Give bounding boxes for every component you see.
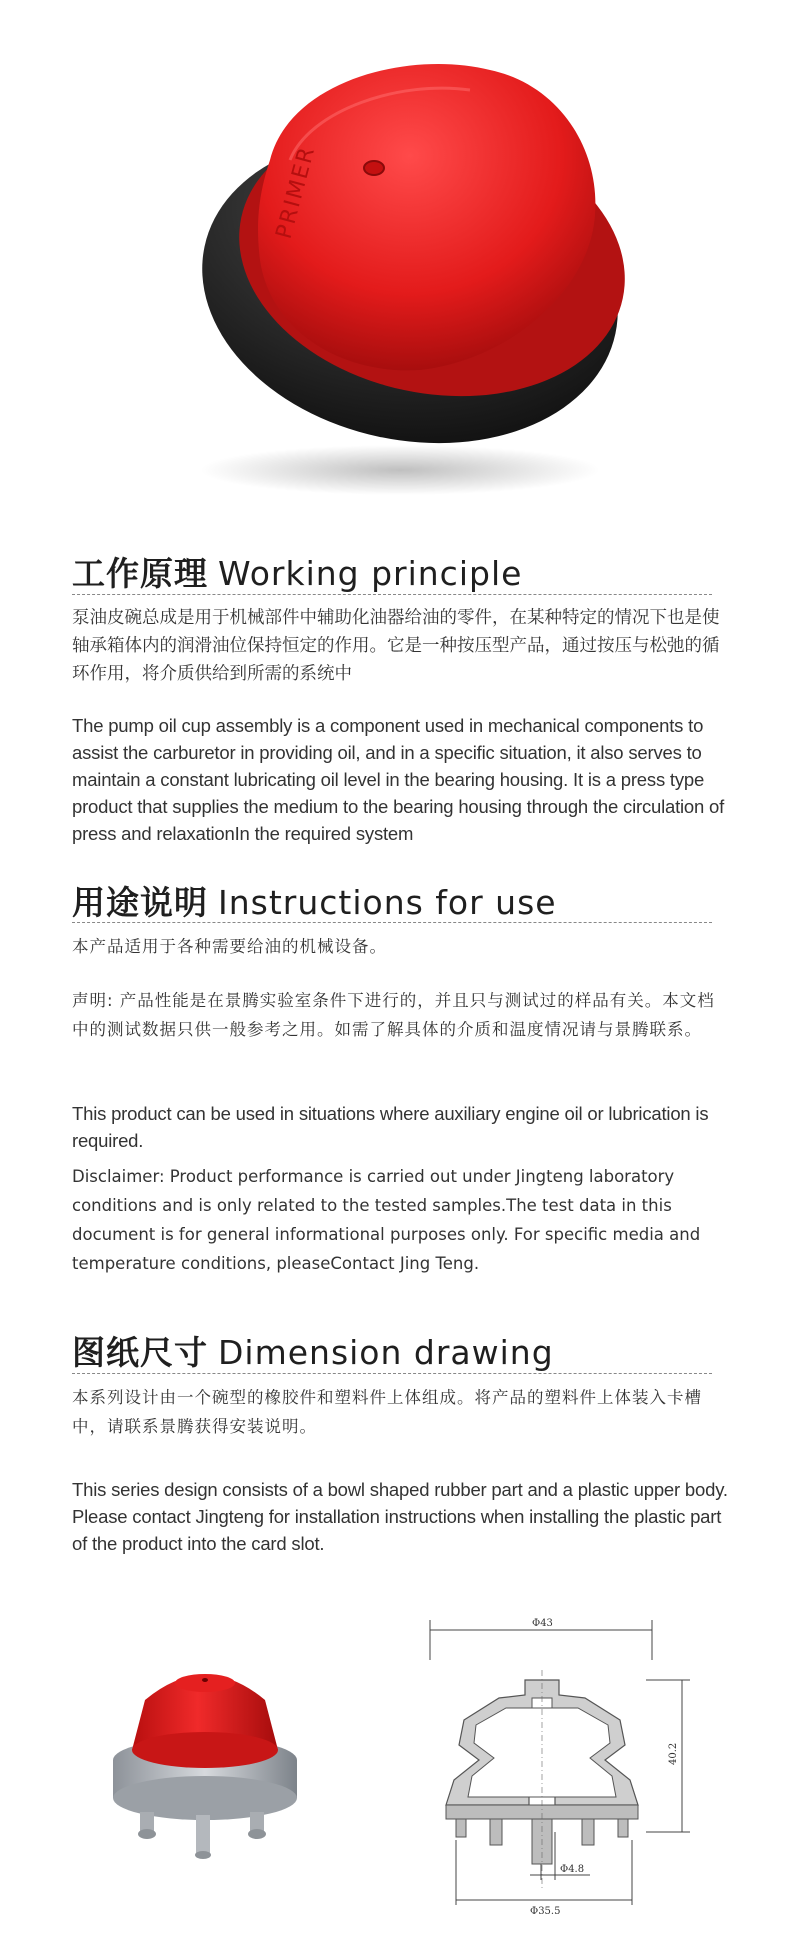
dimension-paragraph-zh: 本系列设计由一个碗型的橡胶件和塑料件上体组成。将产品的塑料件上体装入卡槽中，请联系景腾获得安装说明。 [72, 1388, 702, 1436]
dimension-paragraph-en: This series design consists of a bowl shaped rubber part and a plastic upper body. Please contact Jingteng for installation instructions when installing the plastic part of the product into the card slot. [72, 1479, 728, 1554]
dim-label-bottom: Φ35.5 [530, 1906, 561, 1917]
primer-logo-text: PRIMER [271, 143, 321, 242]
dimension-title-en: Dimension drawing [218, 1333, 554, 1372]
section-divider [72, 922, 712, 923]
section-divider [72, 1373, 712, 1374]
usage-disclaimer-en: Disclaimer: Product performance is carried out under Jingteng laboratory conditions and is only related to the tested samples.The test data in this document is for general informational purposes only. For specific media and temperature conditions, pleaseContact Jing Teng. [72, 1167, 701, 1273]
dimension-title [72, 1327, 554, 1374]
working-paragraph-zh: 泵油皮碗总成是用于机械部件中辅助化油器给油的零件，在某种特定的情况下也是使轴承箱体内的润滑油位保持恒定的作用。它是一种按压型产品，通过按压与松弛的循环作用，将介质供给到所需的系统中 [72, 608, 720, 684]
dimension-title-zh: 图纸尺寸 [72, 1333, 208, 1372]
dimension-drawing [420, 1600, 720, 1920]
dim-label-top: Φ43 [532, 1618, 553, 1629]
usage-title-zh: 用途说明 [72, 883, 208, 922]
instructions-title [72, 877, 557, 924]
working-paragraph-en: The pump oil cup assembly is a component used in mechanical components to assist the carburetor in providing oil, and in a specific situation, it also serves to maintain a constant lubricating oil level in the bearing housing. It is a press type product that supplies the medium to the bearing housing through the circulation of press and relaxationIn the required system [72, 715, 725, 844]
usage-paragraph-zh: 本产品适用于各种需要给油的机械设备。 [72, 937, 387, 956]
dim-label-small: Φ4.8 [560, 1864, 585, 1875]
usage-paragraph-en: This product can be used in situations where auxiliary engine oil or lubrication is required. [72, 1103, 709, 1151]
working-title-zh: 工作原理 [72, 554, 208, 593]
primer-3d-render [100, 1640, 310, 1870]
primer-bulb-photo [170, 40, 630, 510]
dim-label-height: 40.2 [668, 1742, 679, 1765]
section-divider [72, 594, 712, 595]
usage-title-en: Instructions for use [218, 883, 557, 922]
working-title-en: Working principle [218, 554, 523, 593]
working-principle-title [72, 548, 522, 595]
usage-disclaimer-zh: 声明: 产品性能是在景腾实验室条件下进行的，并且只与测试过的样品有关。本文档中的测试数据只供一般参考之用。如需了解具体的介质和温度情况请与景腾联系。 [72, 991, 715, 1039]
